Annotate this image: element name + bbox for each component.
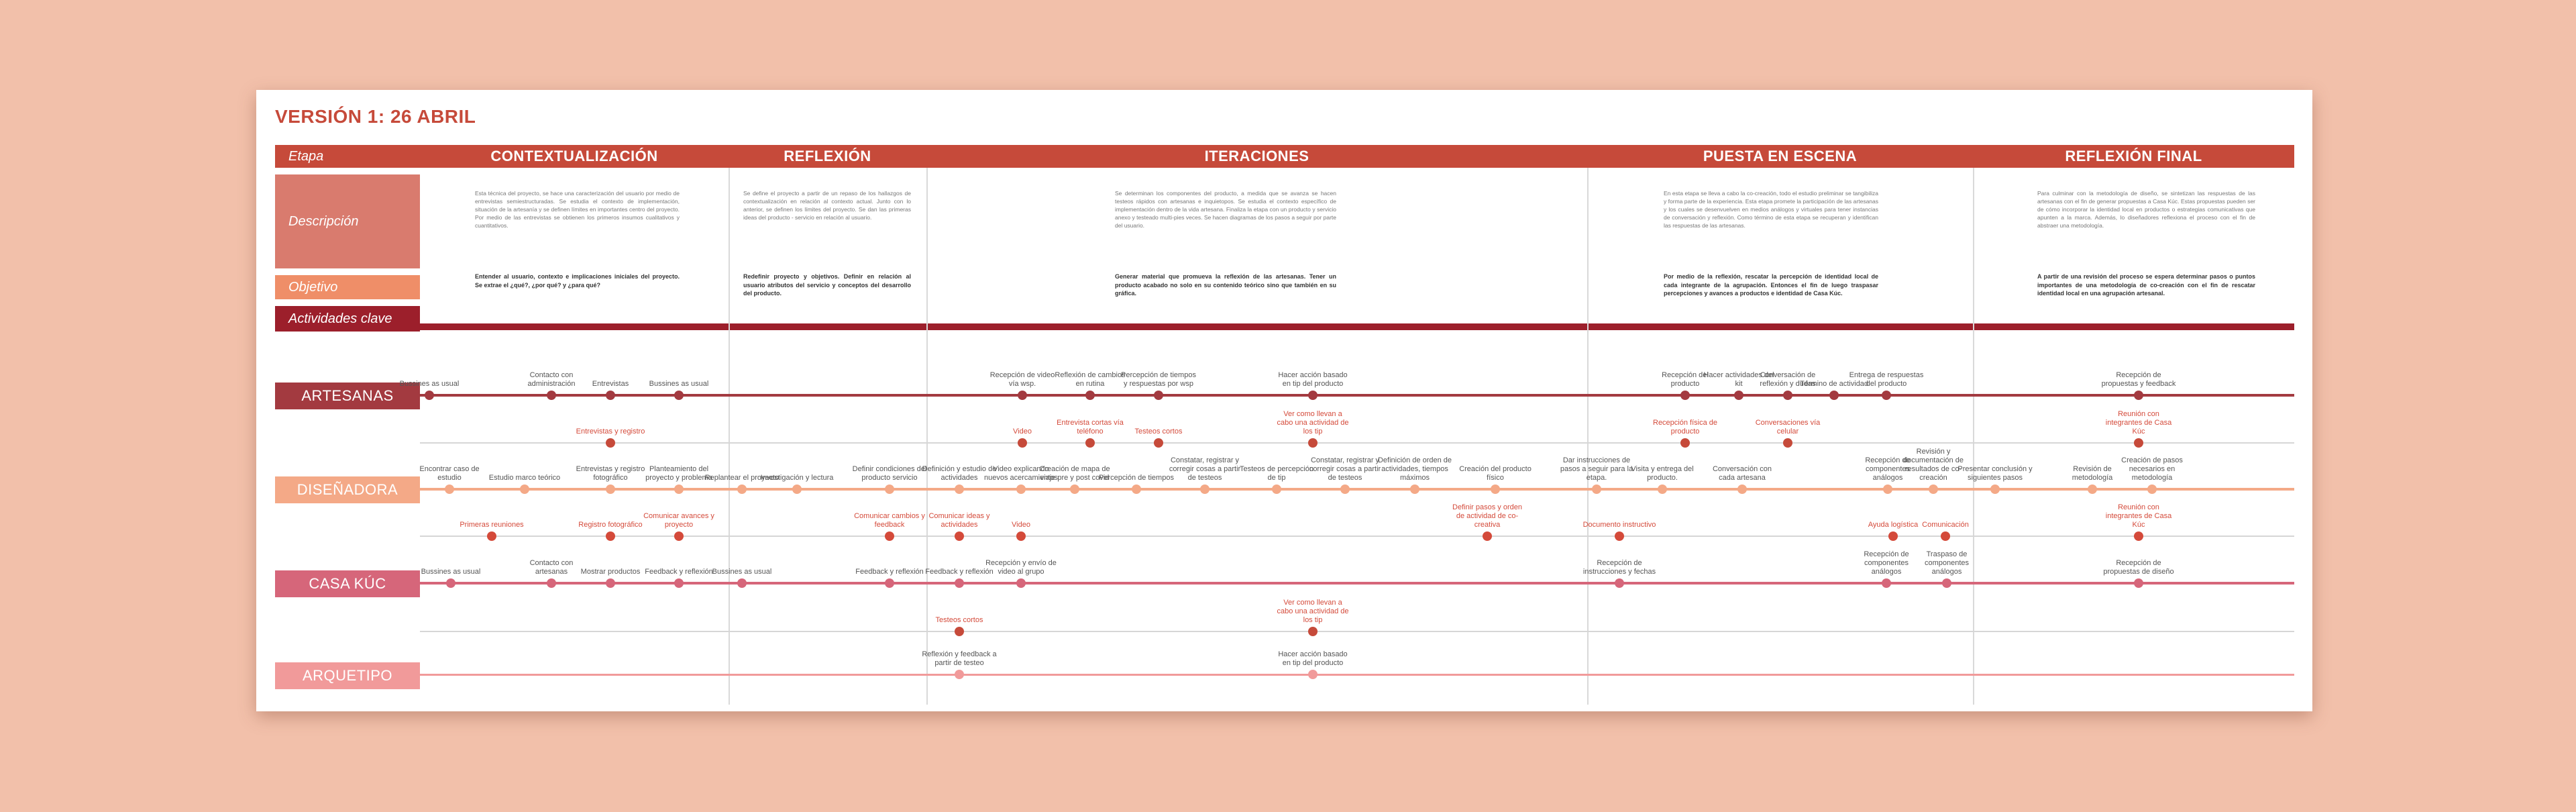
- activity-dot: [1592, 485, 1601, 494]
- activity-label: Reflexión y feedback a partir de testeo: [922, 650, 997, 667]
- activity-dot: [674, 391, 684, 400]
- sub-activity-dot: [955, 531, 964, 541]
- activity-dot: [1491, 485, 1500, 494]
- activity-dot: [1829, 391, 1839, 400]
- activity-label: Definición de orden de actividades, tiempos máximos: [1377, 456, 1452, 482]
- activity-label: Entrevistas y registro fotográfico: [576, 465, 645, 482]
- activity-label: Visita y entrega del producto.: [1631, 465, 1694, 482]
- activity-dot: [885, 485, 894, 494]
- activity-label: Feedback y reflexión: [925, 568, 994, 576]
- stage-puesta-en-escena: PUESTA EN ESCENA: [1703, 148, 1858, 164]
- sub-activity-dot: [955, 627, 964, 636]
- sub-activity-label: Definir pasos y orden de actividad de co-creativa: [1452, 503, 1522, 529]
- sub-activity-dot: [2134, 438, 2143, 448]
- activity-label: Replantear el proyecto: [704, 474, 780, 482]
- activity-dot: [955, 485, 964, 494]
- objetivo-box: [275, 275, 420, 299]
- activity-label: Constatar, registrar y corregir cosas a partir de testeos: [1169, 456, 1241, 482]
- sub-activity-dot: [1483, 531, 1492, 541]
- description-reflexion: Se define el proyecto a partir de un repaso de los hallazgos de contextualización en relación al contexto actual. Junto con lo anterior, se definen los límites del proyecto. Se dan las primeras ideas del producto - servicio en relación al usuario.: [743, 190, 911, 221]
- lane-line-disenadora: [420, 488, 2294, 491]
- actividades-label: Actividades clave: [288, 311, 392, 326]
- sub-activity-dot: [1783, 438, 1792, 448]
- objective-iteraciones: Generar material que promueva la reflexión de las artesanas. Tener un producto acabado no solo en su contenido teórico sino que también en su gráfica.: [1115, 273, 1336, 297]
- activity-label: Recepción de propuestas de diseño: [2103, 559, 2174, 576]
- activity-label: Estudio marco teórico: [488, 474, 561, 482]
- activity-dot: [425, 391, 434, 400]
- activity-label: Definir condiciones del producto servicio: [852, 465, 927, 482]
- sub-activity-label: Documento instructivo: [1582, 521, 1656, 529]
- sub-activity-label: Testeos cortos: [1134, 427, 1183, 436]
- sub-activity-dot: [606, 531, 615, 541]
- activity-label: Presentar conclusión y siguientes pasos: [1957, 465, 2033, 482]
- activity-dot: [1929, 485, 1938, 494]
- activity-dot: [1783, 391, 1792, 400]
- activity-label: Bussines as usual: [399, 380, 460, 388]
- activity-label: Mostrar productos: [580, 568, 641, 576]
- activity-dot: [520, 485, 529, 494]
- etapa-label: Etapa: [288, 148, 324, 164]
- version-title: VERSIÓN 1: 26 ABRIL: [275, 106, 476, 127]
- activity-label: Entrega de respuestas del producto: [1849, 371, 1924, 388]
- actividades-box: [275, 306, 420, 332]
- sub-activity-dot: [1888, 531, 1898, 541]
- column-separator: [1973, 168, 1974, 705]
- activity-label: Recepción y envío de video al grupo: [985, 559, 1057, 576]
- objective-contextualizacion: Entender al usuario, contexto e implicaciones iniciales del proyecto. Se extrae el ¿qué?, ¿por qué? y ¿para qué?: [475, 273, 680, 289]
- sub-activity-label: Comunicar ideas y actividades: [928, 512, 990, 529]
- activity-dot: [737, 578, 747, 588]
- description-puesta-en-escena: En esta etapa se lleva a cabo la co-creación, todo el estudio preliminar se tangibiliza y forma parte de la experiencia. Esta etapa promete la participación de las artesanas y los cuales se desenvuelven en medios análogos y virtuales para tener instancias de conversación y reflexión. Como término de esta etapa se recuperan y identifican las respuestas de las artesanas.: [1664, 190, 1878, 229]
- activity-dot: [792, 485, 802, 494]
- sub-activity-label: Ayuda logística: [1868, 521, 1919, 529]
- activity-label: Entrevistas: [592, 380, 629, 388]
- activity-dot: [1085, 391, 1095, 400]
- activity-label: Constatar, registrar y corregir cosas a partir de testeos: [1309, 456, 1381, 482]
- activity-dot: [446, 578, 455, 588]
- activity-dot: [1018, 391, 1027, 400]
- sub-line-casa-kuc: [420, 631, 2294, 632]
- sub-activity-label: Conversaciones vía celular: [1755, 419, 1821, 436]
- activity-label: Hacer acción basado en tip del producto: [1278, 650, 1348, 667]
- activity-dot: [2134, 578, 2143, 588]
- sub-activity-dot: [1941, 531, 1950, 541]
- description-iteraciones: Se determinan los componentes del producto, a medida que se avanza se hacen testeos rápidos con artesanas e inquietopos. Se estudia el contexto específico de implementación dentro de la vida artesana. Finaliza la etapa con un producto y servicio anexo y testeado multi-pies veces. Se hacen diagramas de los pasos a seguir por parte del usuario.: [1115, 190, 1336, 229]
- sub-activity-dot: [1085, 438, 1095, 448]
- activity-label: Percepción de tiempos: [1099, 474, 1174, 482]
- stage-reflexion: REFLEXIÓN: [784, 148, 871, 164]
- activity-dot: [1990, 485, 2000, 494]
- sub-activity-label: Reunión con integrantes de Casa Kúc: [2105, 410, 2172, 436]
- activity-label: Recepción del producto: [1662, 371, 1709, 388]
- activity-label: Percepción de tiempos y respuestas por wsp: [1121, 371, 1196, 388]
- activity-dot: [1132, 485, 1141, 494]
- activity-dot: [955, 670, 964, 679]
- sub-activity-dot: [2134, 531, 2143, 541]
- lane-label-disenadora: DISEÑADORA: [275, 476, 420, 503]
- activity-label: Revisión y documentación de resultados de co-creación: [1903, 448, 1964, 482]
- activity-label: Testeos de percepción de tip: [1239, 465, 1314, 482]
- journey-map-card: [256, 90, 2312, 711]
- activity-label: Definición y estudio de actividades: [922, 465, 997, 482]
- activity-dot: [547, 391, 556, 400]
- sub-activity-label: Comunicación: [1922, 521, 1969, 529]
- activity-dot: [737, 485, 747, 494]
- activity-label: Encontrar caso de estudio: [419, 465, 480, 482]
- activity-label: Feedback y reflexión: [645, 568, 713, 576]
- sub-activity-label: Ver como llevan a cabo una actividad de los tip: [1277, 599, 1349, 624]
- sub-activity-dot: [674, 531, 684, 541]
- activity-label: Investigación y lectura: [760, 474, 834, 482]
- activity-dot: [1154, 391, 1163, 400]
- activity-label: Hacer actividades del kit: [1703, 371, 1774, 388]
- activity-dot: [606, 578, 615, 588]
- activity-label: Video explicando nuevos acercamientos: [983, 465, 1059, 482]
- sub-activity-dot: [1615, 531, 1624, 541]
- sub-activity-label: Testeos cortos: [935, 616, 983, 624]
- activity-label: Revisión de metodología: [2072, 465, 2113, 482]
- activity-label: Traspaso de componentes análogos: [1924, 550, 1970, 576]
- activity-label: Creación del producto físico: [1459, 465, 1532, 482]
- activity-label: Contacto con administración: [527, 371, 576, 388]
- activity-label: Término de actividad: [1799, 380, 1869, 388]
- column-separator: [1587, 168, 1589, 705]
- sub-activity-label: Recepción física de producto: [1653, 419, 1717, 436]
- sub-activity-dot: [487, 531, 496, 541]
- activity-dot: [606, 391, 615, 400]
- activity-label: Recepción de componentes análogos: [1864, 550, 1909, 576]
- activity-dot: [1308, 391, 1318, 400]
- activity-dot: [1615, 578, 1624, 588]
- stage-contextualizacion: CONTEXTUALIZACIÓN: [490, 148, 658, 164]
- lane-label-casa-kuc: CASA KÚC: [275, 570, 420, 597]
- sub-activity-label: Reunión con integrantes de Casa Kúc: [2105, 503, 2172, 529]
- sub-line-artesanas: [420, 442, 2294, 444]
- activity-dot: [1308, 670, 1318, 679]
- sub-activity-dot: [1680, 438, 1690, 448]
- activity-label: Bussines as usual: [649, 380, 709, 388]
- activity-dot: [1340, 485, 1350, 494]
- sub-activity-label: Entrevista cortas vía teléfono: [1057, 419, 1124, 436]
- activity-label: Bussines as usual: [712, 568, 772, 576]
- activity-dot: [1016, 485, 1026, 494]
- lane-line-casa-kuc: [420, 582, 2294, 585]
- sub-activity-label: Video: [1013, 427, 1032, 436]
- sub-activity-dot: [1018, 438, 1027, 448]
- sub-activity-label: Primeras reuniones: [460, 521, 524, 529]
- sub-activity-dot: [1308, 627, 1318, 636]
- sub-activity-dot: [885, 531, 894, 541]
- activity-dot: [1883, 485, 1892, 494]
- activity-dot: [1942, 578, 1951, 588]
- activity-dot: [1200, 485, 1210, 494]
- activity-dot: [1882, 578, 1891, 588]
- activity-dot: [2147, 485, 2157, 494]
- activity-label: Recepción de video vía wsp.: [989, 371, 1055, 388]
- activity-label: Creación de pasos necesarios en metodología: [2121, 456, 2183, 482]
- activity-dot: [674, 485, 684, 494]
- stage-reflexion-final: REFLEXIÓN FINAL: [2065, 148, 2202, 164]
- lane-label-artesanas: ARTESANAS: [275, 383, 420, 409]
- activity-dot: [1680, 391, 1690, 400]
- description-reflexion-final: Para culminar con la metodología de diseño, se sintetizan las respuestas de las artesanas con el fin de generar propuestas a Casa Kúc. Estas propuestas pueden ser de cómo incorporar la identidad local en productos o estrategias comunicativas que apunten a la marca. Además, lo diseñadores reflexiona el proceso con el fin de abstraer una metodología.: [2037, 190, 2255, 229]
- activity-dot: [547, 578, 556, 588]
- sub-activity-label: Comunicar cambios y feedback: [854, 512, 925, 529]
- lane-label-arquetipo: ARQUETIPO: [275, 662, 420, 689]
- descripcion-box: [275, 174, 420, 268]
- activity-dot: [1882, 391, 1891, 400]
- activity-label: Feedback y reflexión: [855, 568, 924, 576]
- actividades-line: [275, 323, 2294, 330]
- activity-label: Recepción de propuestas y feedback: [2101, 371, 2176, 388]
- activity-dot: [1734, 391, 1743, 400]
- activity-label: Recepción de instrucciones y fechas: [1582, 559, 1656, 576]
- column-separator: [729, 168, 730, 705]
- activity-label: Bussines as usual: [421, 568, 481, 576]
- sub-activity-label: Ver como llevan a cabo una actividad de los tip: [1277, 410, 1349, 436]
- lane-line-artesanas: [420, 394, 2294, 397]
- stage-iteraciones: ITERACIONES: [1204, 148, 1309, 164]
- activity-dot: [1070, 485, 1079, 494]
- sub-activity-label: Entrevistas y registro: [576, 427, 645, 436]
- descripcion-label: Descripción: [288, 213, 359, 229]
- activity-dot: [1272, 485, 1281, 494]
- sub-activity-dot: [1016, 531, 1026, 541]
- activity-label: Hacer acción basado en tip del producto: [1278, 371, 1348, 388]
- activity-dot: [1410, 485, 1419, 494]
- objective-reflexion: Redefinir proyecto y objetivos. Definir en relación al usuario atributos del servicio y conceptos del desarrollo del producto.: [743, 273, 911, 297]
- sub-activity-label: Registro fotográfico: [578, 521, 643, 529]
- objetivo-label: Objetivo: [288, 279, 338, 295]
- activity-dot: [674, 578, 684, 588]
- activity-label: Reflexión de cambios en rutina: [1055, 371, 1126, 388]
- activity-label: Contacto con artesanas: [529, 559, 574, 576]
- activity-label: Conversación con cada artesana: [1712, 465, 1772, 482]
- activity-dot: [955, 578, 964, 588]
- sub-activity-dot: [606, 438, 615, 448]
- sub-activity-label: Comunicar avances y proyecto: [643, 512, 714, 529]
- activity-label: Conversación de reflexión y dudas: [1760, 371, 1816, 388]
- activity-dot: [606, 485, 615, 494]
- description-contextualizacion: Esta técnica del proyecto, se hace una caracterización del usuario por medio de entrevistas semiestructuradas. Se estudia el contexto de implementación, situación de la artesanía y se definen límites en importantes centro del proyecto. Por medio de las entrevistas se obtienen los primeros insumos cualitativos y cuantitativos.: [475, 190, 680, 229]
- objective-puesta-en-escena: Por medio de la reflexión, rescatar la percepción de identidad local de cada integrante de la agrupación. Entonces el fin de luego traspasar percepciones y avances a productos e identidad de Casa Kúc.: [1664, 273, 1878, 297]
- sub-activity-label: Video: [1012, 521, 1030, 529]
- activity-dot: [2134, 391, 2143, 400]
- activity-label: Planteamiento del proyecto y problema: [645, 465, 712, 482]
- activity-dot: [2088, 485, 2097, 494]
- activity-dot: [1737, 485, 1747, 494]
- objective-reflexion-final: A partir de una revisión del proceso se espera determinar pasos o puntos importantes de una metodología de co-creación con el fin de rescatar identidad local en una agrupación artesanal.: [2037, 273, 2255, 297]
- activity-label: Dar instrucciones de pasos a seguir para la etapa.: [1560, 456, 1633, 482]
- lane-line-arquetipo: [420, 674, 2294, 676]
- sub-activity-dot: [1308, 438, 1318, 448]
- activity-dot: [885, 578, 894, 588]
- activity-dot: [445, 485, 454, 494]
- sub-activity-dot: [1154, 438, 1163, 448]
- activity-label: Recepción de componentes análogos: [1865, 456, 1911, 482]
- activity-label: Creación de mapa de viaje pre y post covid: [1039, 465, 1110, 482]
- activity-dot: [1016, 578, 1026, 588]
- activity-dot: [1658, 485, 1667, 494]
- sub-line-disenadora: [420, 536, 2294, 537]
